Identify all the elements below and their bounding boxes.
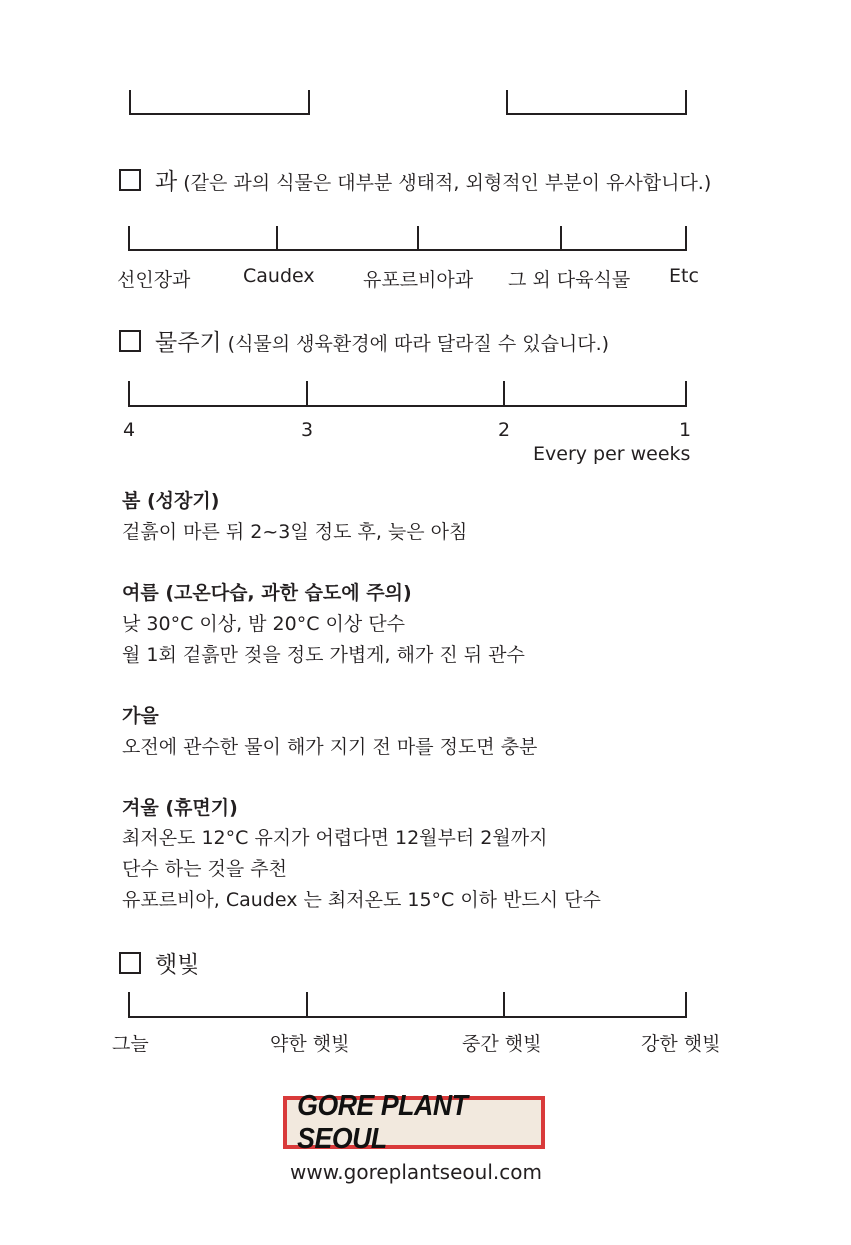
- family-option-cactus: 선인장과: [117, 269, 191, 291]
- season-winter-line-2: 단수 하는 것을 추천: [122, 858, 287, 880]
- watering-section-title: [119, 324, 609, 357]
- season-autumn-line: 오전에 관수한 물이 해가 지기 전 마를 정도면 충분: [122, 736, 538, 758]
- family-section-title: [119, 163, 711, 196]
- season-spring-title: 봄 (성장기): [122, 490, 220, 512]
- family-checkbox[interactable]: [119, 169, 141, 191]
- family-option-other-succulents: 그 외 다육식물: [508, 269, 631, 291]
- family-option-caudex: Caudex: [243, 265, 315, 287]
- season-winter-line-3: 유포르비아, Caudex 는 최저온도 15°C 이하 반드시 단수: [122, 889, 601, 911]
- brand-logo: [283, 1089, 545, 1155]
- watering-scale-2: 2: [498, 419, 511, 441]
- season-winter-title: 겨울 (휴면기): [122, 797, 238, 819]
- watering-scale-3: 3: [301, 419, 314, 441]
- season-summer-title: 여름 (고온다습, 과한 습도에 주의): [122, 582, 412, 604]
- family-title: 과: [155, 169, 178, 195]
- sunlight-title: 햇빛: [155, 952, 200, 978]
- season-winter-line-1: 최저온도 12°C 유지가 어렵다면 12월부터 2월까지: [122, 827, 548, 849]
- watering-scale-1: 1: [679, 419, 692, 441]
- sunlight-checkbox[interactable]: [119, 952, 141, 974]
- sunlight-option-medium: 중간 햇빛: [462, 1033, 542, 1055]
- season-spring-line: 겉흙이 마른 뒤 2~3일 정도 후, 늦은 아침: [122, 521, 468, 543]
- watering-unit: Every per weeks: [533, 443, 691, 465]
- watering-scale-4: 4: [123, 419, 136, 441]
- watering-checkbox[interactable]: [119, 330, 141, 352]
- sunlight-section-title: [119, 946, 199, 979]
- family-option-euphorbia: 유포르비아과: [363, 269, 474, 291]
- watering-note: (식물의 생육환경에 따라 달라질 수 있습니다.): [227, 333, 610, 355]
- season-summer-line-1: 낮 30°C 이상, 밤 20°C 이상 단수: [122, 613, 405, 635]
- season-autumn-title: 가을: [122, 705, 159, 727]
- family-option-etc: Etc: [669, 265, 699, 287]
- watering-title: 물주기: [155, 330, 222, 356]
- brand-url[interactable]: www.goreplantseoul.com: [290, 1160, 542, 1184]
- sunlight-option-shade: 그늘: [112, 1033, 149, 1055]
- brand-logo-text: GORE PLANT SEOUL: [297, 1089, 468, 1155]
- family-note: (같은 과의 식물은 대부분 생태적, 외형적인 부분이 유사합니다.): [183, 172, 712, 194]
- sunlight-option-strong: 강한 햇빛: [641, 1033, 721, 1055]
- sunlight-option-weak: 약한 햇빛: [270, 1033, 350, 1055]
- season-summer-line-2: 월 1회 겉흙만 젖을 정도 가볍게, 해가 진 뒤 관수: [122, 644, 525, 666]
